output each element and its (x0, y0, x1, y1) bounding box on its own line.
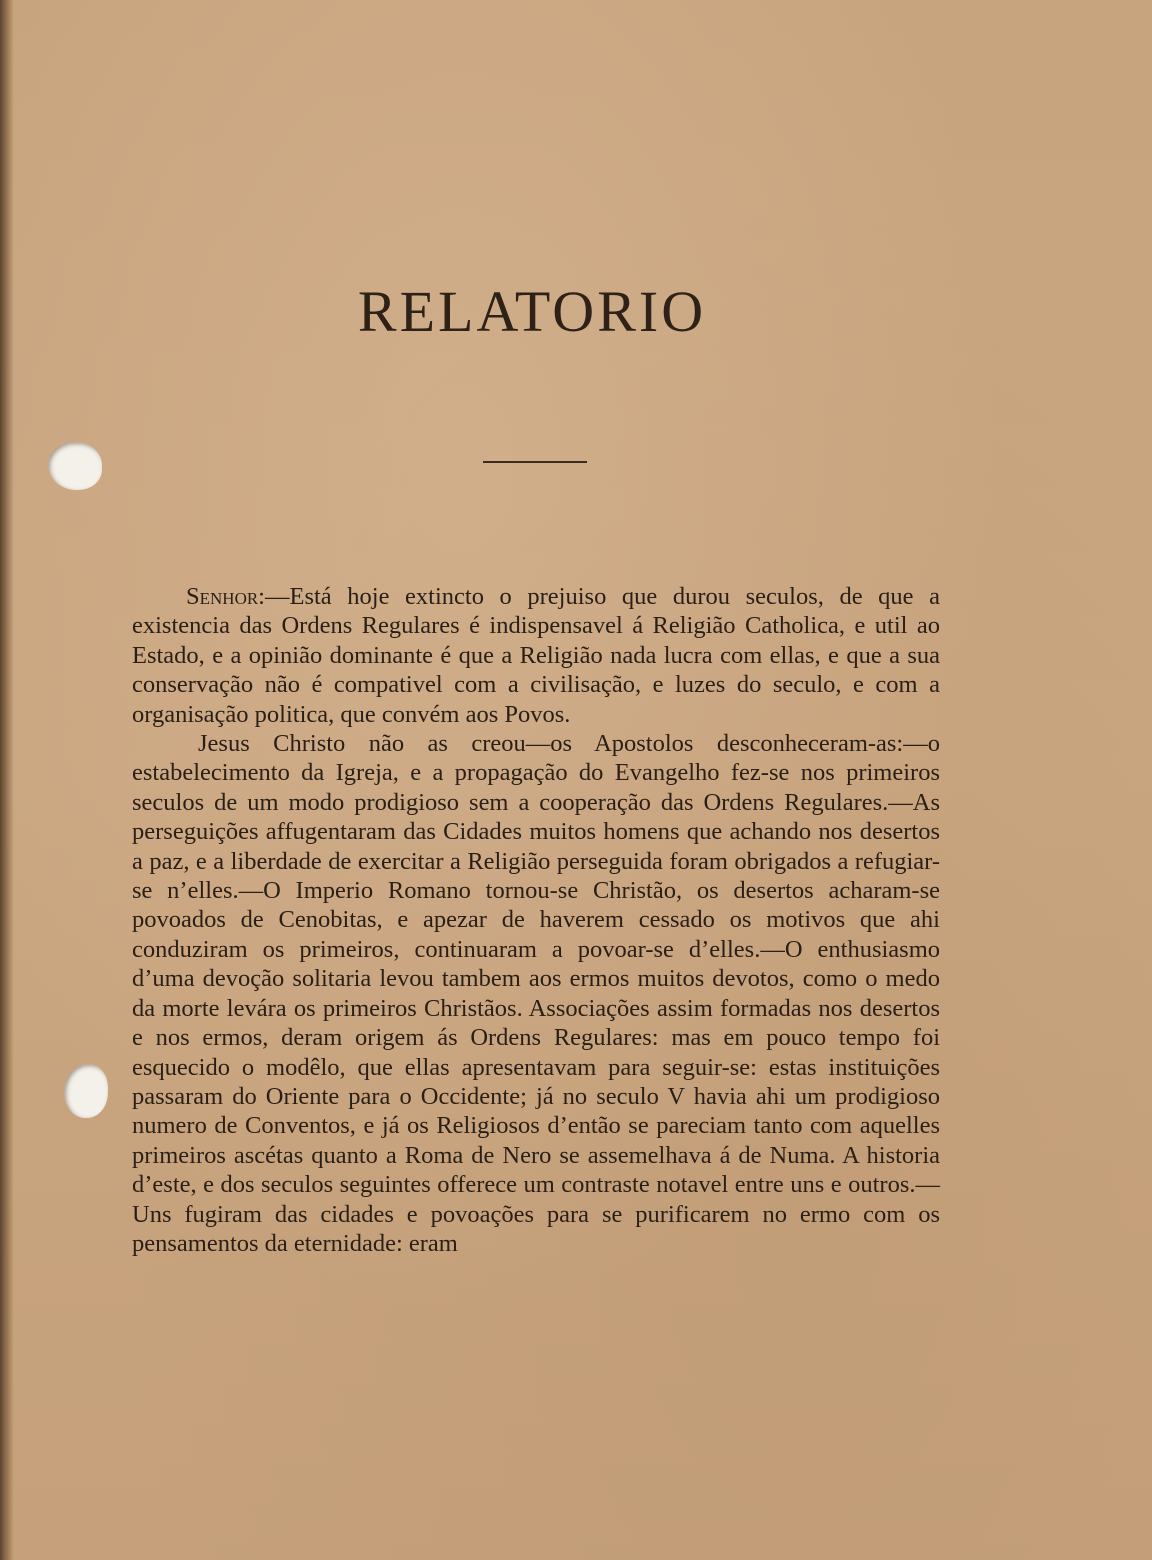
page-title: RELATORIO (357, 279, 707, 344)
paragraph-2: Jesus Christo não as creou—os Apostolos desconheceram-as:—o estabelecimento da Igreja, e a propagação do Evangelho fez-se nos primeiros seculos de um modo prodigioso sem a cooperação das Ordens Regulares.—As perseguições affugentaram das Cidades muitos homens que achando nos desertos a paz, e a liberdade de exercitar a Religião perseguida foram obrigados a refugiar-se n’elles.—O Imperio Romano tornou-se Christão, os desertos acharam-se povoados de Cenobitas, e apezar de haverem cessado os motivos que ahi conduziram os primeiros, continuaram a povoar-se d’elles.—O enthusiasmo d’uma devoção solitaria levou tambem aos ermos muitos devotos, como o medo da morte levára os primeiros Christãos. Associações assim formadas nos desertos e nos ermos, deram origem ás Ordens Regulares: mas em pouco tempo foi esquecido o modêlo, que ellas apresentavam para seguir-se: estas instituições passaram do Oriente para o Occidente; já no seculo V havia ahi um prodigioso numero de Conventos, e já os Religiosos d’então se pareciam tanto com aquelles primeiros ascétas quanto a Roma de Nero se assemelhava á de Numa. A historia d’este, e dos seculos seguintes offerece um contraste notavel entre uns e outros.—Uns fugiram das cidades e povoações para se purificarem no ermo com os pensamentos da eternidade: eram (132, 730, 940, 1257)
paragraph-1 (132, 582, 940, 729)
paragraph-1-text: —Está hoje extincto o prejuiso que durou seculos, de que a existencia das Ordens Regulares é indispensavel á Religião Catholica, e util ao Estado, e a opinião dominante é que a Religião nada lucra com ellas, e que a sua conservação não é compativel com a civilisação, e luzes do seculo, e com a organisação politica, que convém aos Povos. (132, 583, 940, 728)
body-text (132, 582, 940, 1258)
page-edge-shadow (0, 0, 14, 1560)
salutation: Senhor: (186, 583, 265, 610)
punch-hole (64, 1064, 108, 1118)
title-divider (483, 461, 587, 463)
punch-hole (48, 442, 102, 490)
